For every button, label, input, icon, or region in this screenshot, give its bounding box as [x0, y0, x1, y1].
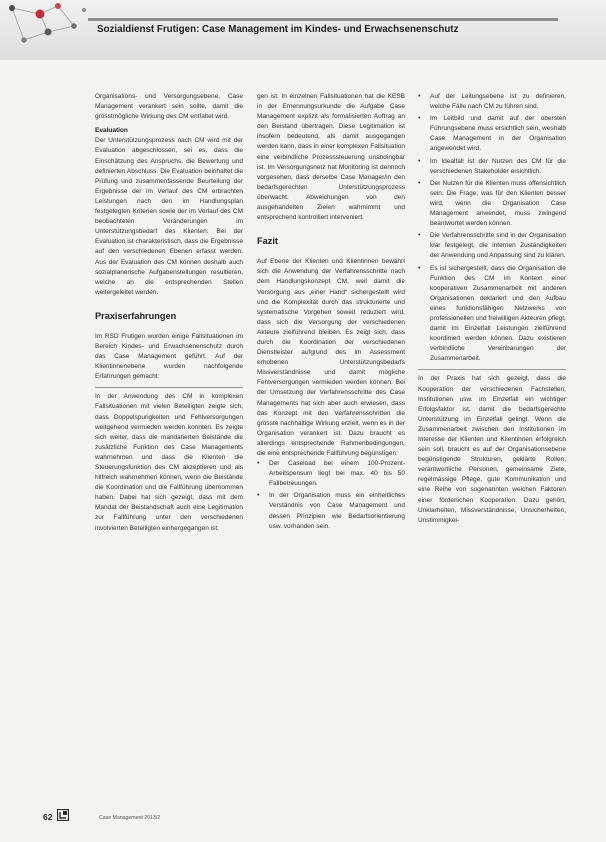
fazit-paragraph: Auf Ebene der Klienten und Klientinnen bewährt sich die Anwendung der Verfahrensschritte nach dem Handlungskonzept CM, weil damit die Versorgung aus „einer Hand“ sichergestellt wird und die Komplexität durch das strukturierte und systematische Vorgehen soweit reduziert wird, dass sich die Versorgung der verschiedenen Akteure zielführend bleiben. Es zeigt sich, dass durch die Koordination der verschiedenen Dienstleister aufgrund des im Assessment erhobenen Unterstützungsbedarfs Missverständnisse und damit mögliche Fehlversorgungen vermieden werden können. Bei der Umsetzung der Verfahrensschritte des Case Managements hat sich aber auch erwiesen, dass das Konzept mit den Verfahrensschritten die grösste nachhaltige Wirkung erzielt, wenn es in der Organisation verankert ist. Dazu braucht es allerdings entsprechende Rahmenbedingungen, die eine entsprechende Fallführung begünstigen:: [257, 258, 405, 457]
praxis-heading: Praxiserfahrungen: [95, 310, 177, 321]
column1-intro-paragraph: Organisations- und Versorgungsebene, Case Management verankert sein sollte, damit die grösstmögliche Wirkung des CM entfaltet wird.: [95, 93, 243, 121]
column2-paragraph-1: gen ist. In einzelnen Fallsituationen hat die KESB in der Ernennungsurkunde die Aufgabe Case Management explizit als formalisierten Auftrag an den Beistand übertragen. Diese Legitimation ist insofern bedeutend, als damit ausgegangen werden kann, dass in einer komplexen Fallsituation eine verbindliche Prozesssteuerung unabdingbar ist. Im Versorgungsnetz hat Monitoring ist dennoch vorgesehen, dass derselbe Case Manager/in den bedarfsgerechten Unterstützungsprozess überwacht. Abweichungen von den ausgehandelten Zielen wahrnimmt und entsprechend kontrolliert interveniert.: [257, 93, 405, 222]
list-item: • In der Organisation muss ein einheitliches Verständnis von Case Management und dessen Prinzipien wie Bedarfsorientierung usw. vorhanden sein.: [257, 491, 405, 531]
list-item: • Auf der Leitungsebene ist zu definieren, welche Fälle nach CM zu führen sind.: [418, 92, 566, 112]
fazit-heading: Fazit: [257, 236, 278, 247]
column-3: [418, 92, 566, 526]
network-logo-graphic: [0, 0, 92, 56]
journal-logo-icon: [57, 809, 69, 821]
conditions-list-continued: [418, 92, 566, 364]
page-number: 62: [43, 812, 53, 822]
list-item: • Es ist sichergestellt, dass die Organisation die Funktion des CM im Kontext einer kooperativen Zusammenarbeit mit anderen Organisationen deklariert und den Aufbau eines funktionsfähigen Netzwerks von professionellen und freiwilligen Akteuren pflegt, damit im Einzelfall Leistungen zielführend koordiniert werden können. Dazu existieren verbindliche Vereinbarungen der Zusammenarbeit.: [418, 264, 566, 365]
evaluation-paragraph: Der Unterstützungsprozess nach CM wird mit der Evaluation abgeschlossen, sei es, dass die Einschätzung des Anspruchs, die Bewertung und definierten Abschluss. Die Evaluation beinhaltet die Prüfung und zusammenfassende Beurteilung der Ergebnisse der im Verlauf des CM erbrachten Leistungen nach den im Handlungsplan festgelegten Kriterien sowie der im Verlauf des CM beobachteten Veränderungen im Unterstützungsbedarf des Klienten. Bei der Evaluation ist charakteristisch, dass die Ergebnisse auf den verschiedenen Ebenen erfasst werden. Aus der Evaluation des CM können deshalb auch sozialplanerische Aufgabenstellungen resultieren, welche an die entsprechenden Stellen weitergeleitet werden.: [95, 137, 243, 296]
closing-paragraph: In der Praxis hat sich gezeigt, dass die Kooperation der verschiedenen Fachstellen, Institutionen usw. im Einzelfall ein wichtiger Erfolgsfaktor ist, damit die bedarfsgerechte Unterstützung im Einzelfall gelingt. Wenn die Zusammenarbeit zwischen den Institutionen im Interesse der Klienten und Klientinnen erfolgreich sein soll, braucht es auf der Organisationsebene begünstigende Strukturen, geklärte Rollen, verantwortliche Personen, gemeinsame Ziele, regelmässige Pflege, gute Kommunikation und eine Reihe von sogenannten weichen Faktoren einer förderlichen Kooperation. Dazu gehört, Unklarheiten, Missverständnisse, Unsicherheiten, Unstimmigkei-: [418, 375, 566, 524]
header-rule: [88, 18, 558, 21]
praxis-paragraph-2: In der Anwendung des CM in komplexen Fallsituationen mit vielen Beteiligten zeigte sich, dass Doppelspurigkeiten und Fehlversorgungen weitgehend vermieden werden konnten. Es zeigte sich weiter, dass die mandatierten Beistände die zusätzliche Funktion des Case Managements wahrnehmen und dass die Klienten die Steuerungsfunktion des CM akzeptieren und als hilfreich wahrnehmen können, wenn die Beistände die Koordination und die Fallführung übernommen haben. Dabei hat sich gezeigt, dass mit dem Mandat der Beistandschaft auch eine Legitimation zur Fallführung unter den verschiedenen involvierten Beteiligten einhergegangen ist.: [95, 393, 243, 532]
journal-name: Case Management 2013/2: [99, 815, 161, 821]
list-item: • Im Leitbild und damit auf der obersten Führungsebene muss ersichtlich sein, weshalb Case Management in der Organisation angewendet wird.: [418, 114, 566, 154]
running-header-title: Sozialdienst Frutigen: Case Management im Kindes- und Erwachsenenschutz: [97, 24, 459, 35]
list-item: • Der Nutzen für die Klienten muss offensichtlich sein. Die Frage, was für den Klienten besser wird, wenn die Organisation Case Management anwendet, muss zwingend beantwortet werden können.: [418, 179, 566, 229]
paragraph-divider: [418, 369, 566, 370]
evaluation-heading: Evaluation: [95, 127, 128, 135]
list-item: • Im Idealfall ist der Nutzen des CM für die verschiedenen Stakeholder ersichtlich.: [418, 157, 566, 177]
column-1: [95, 92, 243, 534]
list-item: • Die Verfahrensschritte sind in der Organisation klar festgelegt, die internen Zuständigkeiten der Anwendung und Anpassung sind zu klären.: [418, 231, 566, 261]
column-2: [257, 92, 405, 534]
praxis-paragraph-1: Im RSD Frutigen wurden einige Fallsituationen im Bereich Kindes- und Erwachsenenschutz durch das Case Management geführt. Auf der Klientinnenebene wurden nachfolgende Erfahrungen gemacht:: [95, 332, 243, 381]
conditions-list: [257, 459, 405, 532]
paragraph-divider: [95, 387, 243, 388]
list-item: • Der Caseload bei einem 100-Prozent-Arbeitspensum liegt bei max. 40 bis 50 Fallbetreuungen.: [257, 459, 405, 489]
